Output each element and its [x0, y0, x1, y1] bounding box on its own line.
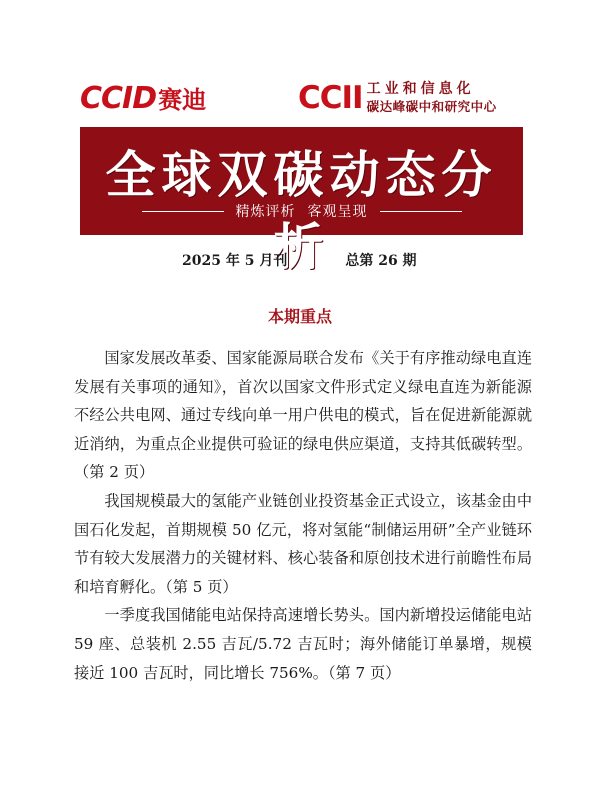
- ccid-logo-mark: CCID: [80, 81, 157, 116]
- ccid-logo-name: 赛迪: [158, 86, 207, 114]
- highlight-paragraph: 国家发展改革委、国家能源局联合发布《关于有序推动绿电直连发展有关事项的通知》，首次以国家文件形式定义绿电直连为新能源不经公共电网、通过专线向单一用户供电的模式，旨在促进新能源就近消纳，为重点企业提供可验证的绿电供应渠道，支持其低碳转型。（第 2 页）: [74, 349, 532, 482]
- ccid-logo: [80, 80, 206, 116]
- issue-date: 2025 年 5 月刊: [182, 253, 288, 269]
- highlights-body: [74, 344, 532, 687]
- slogan-part-2: 客观呈现: [307, 204, 368, 220]
- banner-slogan: [80, 201, 523, 221]
- highlight-paragraph: 一季度我国储能电站保持高速增长势头。国内新增投运储能电站 59 座、总装机 2.55 吉瓦/5.72 吉瓦时；海外储能订单暴增，规模接近 100 吉瓦时，同比增长 756%。（第 7 页）: [74, 606, 532, 682]
- slogan-rule-left: [142, 211, 224, 212]
- issue-number: 总第 26 期: [345, 253, 417, 269]
- ccii-org-line1: 工业和信息化: [366, 81, 475, 97]
- highlight-paragraph: 我国规模最大的氢能产业链创业投资基金正式设立，该基金由中国石化发起，首期规模 50 亿元，将对氢能“制储运用研”全产业链环节有较大发展潜力的关键材料、核心装备和原创技术进行前瞻性布局和培育孵化。（第 5 页）: [74, 491, 532, 596]
- publication-title: 全球双碳动态分析: [105, 145, 498, 276]
- ccii-logo: [298, 80, 497, 116]
- issue-info: [182, 250, 417, 270]
- ccii-org-name: [367, 81, 497, 115]
- ccii-logo-mark: CCII: [298, 80, 363, 116]
- slogan-part-1: 精炼评析: [235, 204, 296, 220]
- slogan-rule-right: [380, 211, 462, 212]
- section-title: 本期重点: [267, 307, 332, 326]
- ccii-org-line2: 碳达峰碳中和研究中心: [366, 99, 497, 114]
